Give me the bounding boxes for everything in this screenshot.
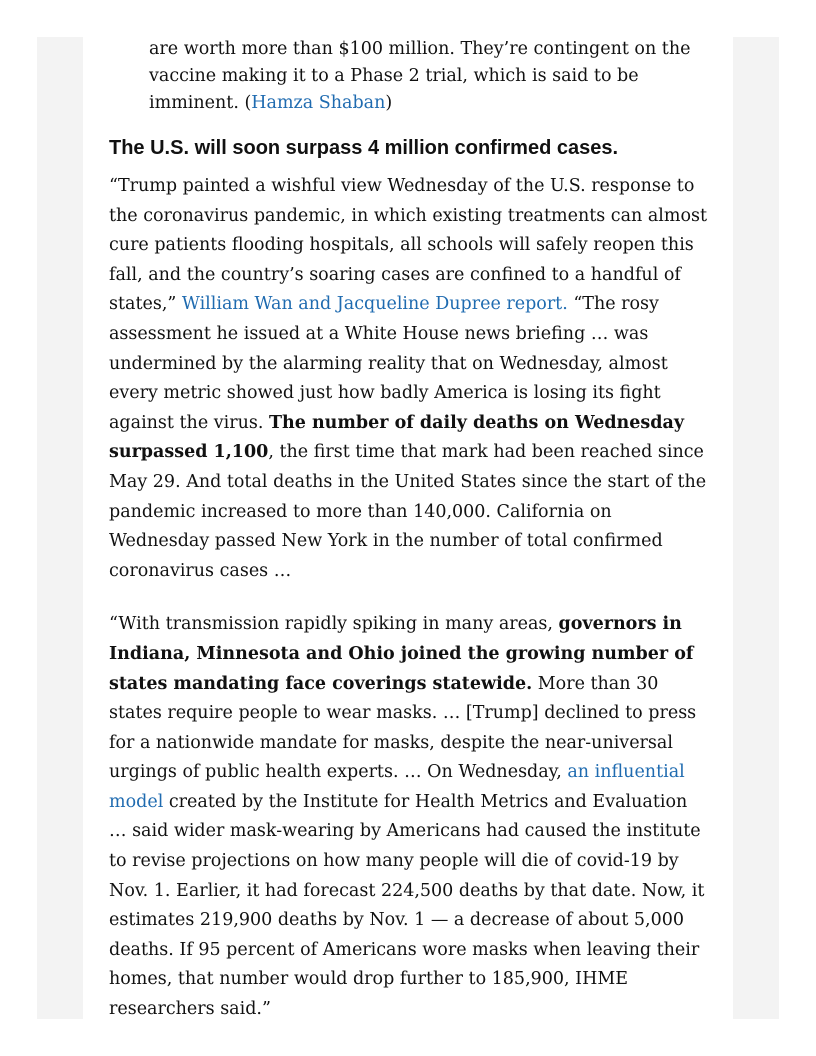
report-link-wan-dupree[interactable]: William Wan and Jacqueline Dupree report. xyxy=(181,294,568,315)
paragraph-trump-briefing: “Trump painted a wishful view Wednesday of the U.S. response to the coronavirus pandemic, in which existing treatments can almost cure patients flooding hospitals, all schools will safely reopen this fall, and the country’s soaring cases are confined to a handful of states,” William Wan and Jacqueline Dupree report. “The rosy assessment he issued at a White House news briefing … was undermined by the alarming reality that on Wednesday, almost every metric showed just how badly America is losing its fight against the virus. The number of daily deaths on Wednesday surpassed 1,100, the first time that mark had been reached since May 29. And total deaths in the United States since the start of the pandemic increased to more than 140,000. California on Wednesday passed New York in the number of total confirmed coronavirus cases … xyxy=(109,176,708,581)
section-heading: The U.S. will soon surpass 4 million confirmed cases. xyxy=(109,137,619,159)
bold-daily-deaths: The number of daily deaths on Wednesday surpassed 1,100 xyxy=(109,412,685,463)
intro-fragment: are worth more than $100 million. They’re contingent on the vaccine making it to a Phase 2 trial, which is said to be imminent. (Hamza Shaban) xyxy=(149,39,691,113)
bold-governors-mandates: governors in Indiana, Minnesota and Ohio joined the growing number of states mandating face coverings statewide. xyxy=(109,614,694,694)
left-margin-panel xyxy=(37,37,83,1019)
article-column xyxy=(109,36,709,1049)
right-margin-panel xyxy=(733,37,779,1019)
paragraph-mask-mandates: “With transmission rapidly spiking in many areas, governors in Indiana, Minnesota and Ohio joined the growing number of states mandating face coverings statewide. More than 30 states require people to wear masks. … [Trump] declined to press for a nationwide mandate for masks, despite the near-universal urgings of public health experts. … On Wednesday, an influential model created by the Institute for Health Metrics and Evaluation … said wider mask-wearing by Americans had caused the institute to revise projections on how many people will die of covid-19 by Nov. 1. Earlier, it had forecast 224,500 deaths by that date. Now, it estimates 219,900 deaths by Nov. 1 — a decrease of about 5,000 deaths. If 95 percent of Americans wore masks when leaving their homes, that number would drop further to 185,900, IHME researchers said.” xyxy=(109,614,705,1020)
author-link-hamza-shaban[interactable]: Hamza Shaban xyxy=(251,93,386,113)
influential-model-link[interactable]: an influential model xyxy=(109,762,685,812)
